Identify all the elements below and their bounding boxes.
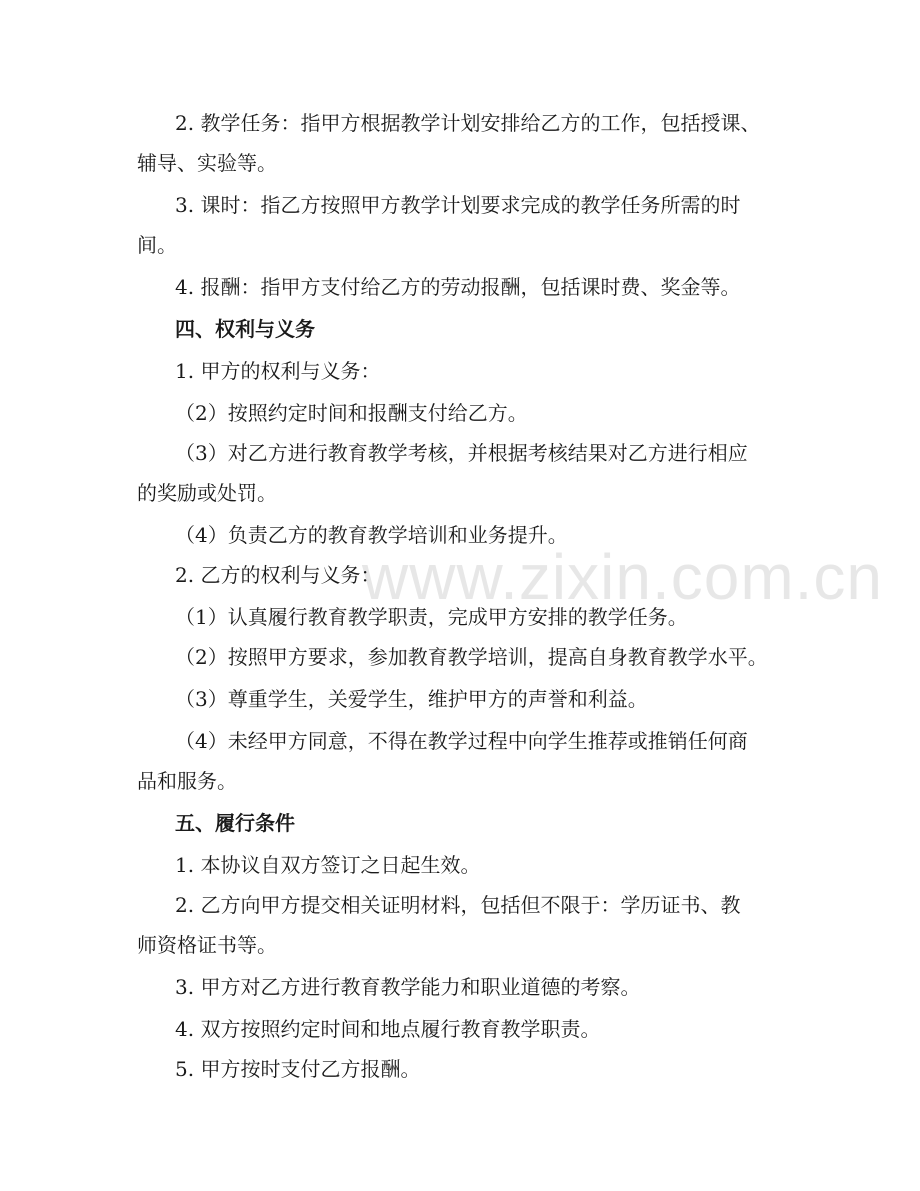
watermark-text: www.zixin.com.cn [362, 541, 883, 613]
paragraph-continuation: 品和服务。 [137, 769, 237, 793]
paragraph-continuation: 间。 [137, 233, 177, 257]
paragraph-line: （3）对乙方进行教育教学考核，并根据考核结果对乙方进行相应 [175, 441, 748, 465]
section-heading: 五、履行条件 [175, 811, 295, 835]
paragraph-line: 4. 报酬：指甲方支付给乙方的劳动报酬，包括课时费、奖金等。 [175, 275, 741, 299]
paragraph-line: （4）负责乙方的教育教学培训和业务提升。 [175, 523, 568, 547]
paragraph-line: （2）按照约定时间和报酬支付给乙方。 [175, 401, 528, 425]
paragraph-continuation: 师资格证书等。 [137, 933, 277, 957]
paragraph-continuation: 的奖励或处罚。 [137, 481, 277, 505]
paragraph-line: （2）按照甲方要求，参加教育教学培训，提高自身教育教学水平。 [175, 645, 768, 669]
paragraph-line: 5. 甲方按时支付乙方报酬。 [175, 1057, 421, 1081]
paragraph-line: 1. 本协议自双方签订之日起生效。 [175, 853, 481, 877]
paragraph-line: 2. 教学任务：指甲方根据教学计划安排给乙方的工作，包括授课、 [175, 111, 761, 135]
paragraph-line: 2. 乙方的权利与义务： [175, 563, 381, 587]
paragraph-line: 3. 甲方对乙方进行教育教学能力和职业道德的考察。 [175, 975, 641, 999]
paragraph-continuation: 辅导、实验等。 [137, 151, 277, 175]
paragraph-line: （4）未经甲方同意，不得在教学过程中向学生推荐或推销任何商 [175, 729, 748, 753]
paragraph-line: 2. 乙方向甲方提交相关证明材料，包括但不限于：学历证书、教 [175, 893, 741, 917]
paragraph-line: 1. 甲方的权利与义务： [175, 359, 381, 383]
paragraph-line: 3. 课时：指乙方按照甲方教学计划要求完成的教学任务所需的时 [175, 193, 741, 217]
paragraph-line: 4. 双方按照约定时间和地点履行教育教学职责。 [175, 1017, 601, 1041]
paragraph-line: （3）尊重学生，关爱学生，维护甲方的声誉和利益。 [175, 687, 648, 711]
section-heading: 四、权利与义务 [175, 317, 315, 341]
paragraph-line: （1）认真履行教育教学职责，完成甲方安排的教学任务。 [175, 605, 688, 629]
